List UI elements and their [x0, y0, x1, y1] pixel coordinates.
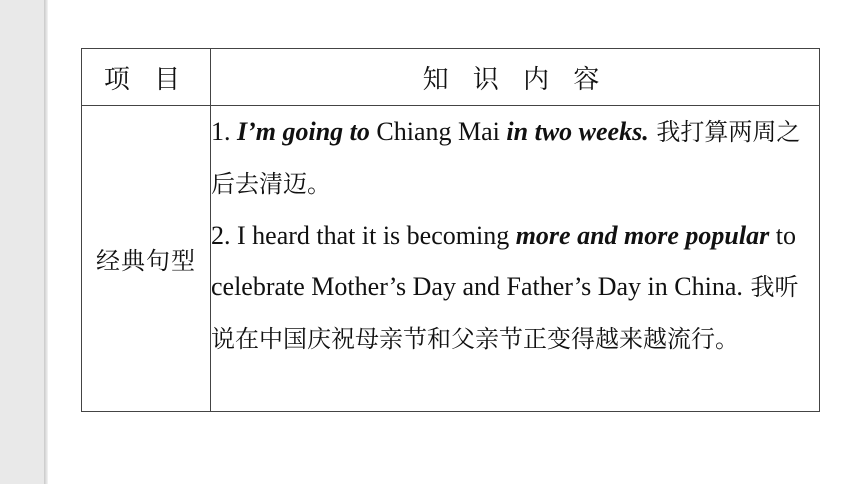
sentence-2-bold-1: more and more popular — [515, 221, 770, 250]
header-item: 项 目 — [82, 49, 211, 106]
content-cell — [211, 106, 820, 412]
sentence-2 — [211, 210, 819, 365]
sentence-2-plain-1: I heard that it is becoming — [237, 221, 516, 250]
table-row — [82, 106, 820, 412]
sentence-2-translation: 我听说在中国庆祝母亲节和父亲节正变得越来越流行。 — [211, 273, 799, 353]
sentence-1-plain-1: Chiang Mai — [369, 117, 507, 146]
header-content: 知 识 内 容 — [211, 49, 820, 106]
sentence-1-number: 1. — [211, 117, 237, 146]
left-side-bar-edge — [44, 0, 48, 484]
sentence-1-bold-1: I’m going to — [237, 117, 370, 146]
sentence-1 — [211, 106, 819, 210]
sentence-2-plain-2: to celebrate Mother’s Day and Father’s Day in China. — [211, 221, 796, 301]
knowledge-table — [81, 48, 820, 412]
sentence-1-translation: 我打算两周之后去清迈。 — [211, 118, 801, 198]
left-side-bar — [0, 0, 44, 484]
sentence-2-number: 2. — [211, 221, 237, 250]
table-header-row — [82, 49, 820, 106]
sentence-1-bold-2: in two weeks. — [506, 117, 649, 146]
row-label: 经典句型 — [82, 106, 211, 412]
